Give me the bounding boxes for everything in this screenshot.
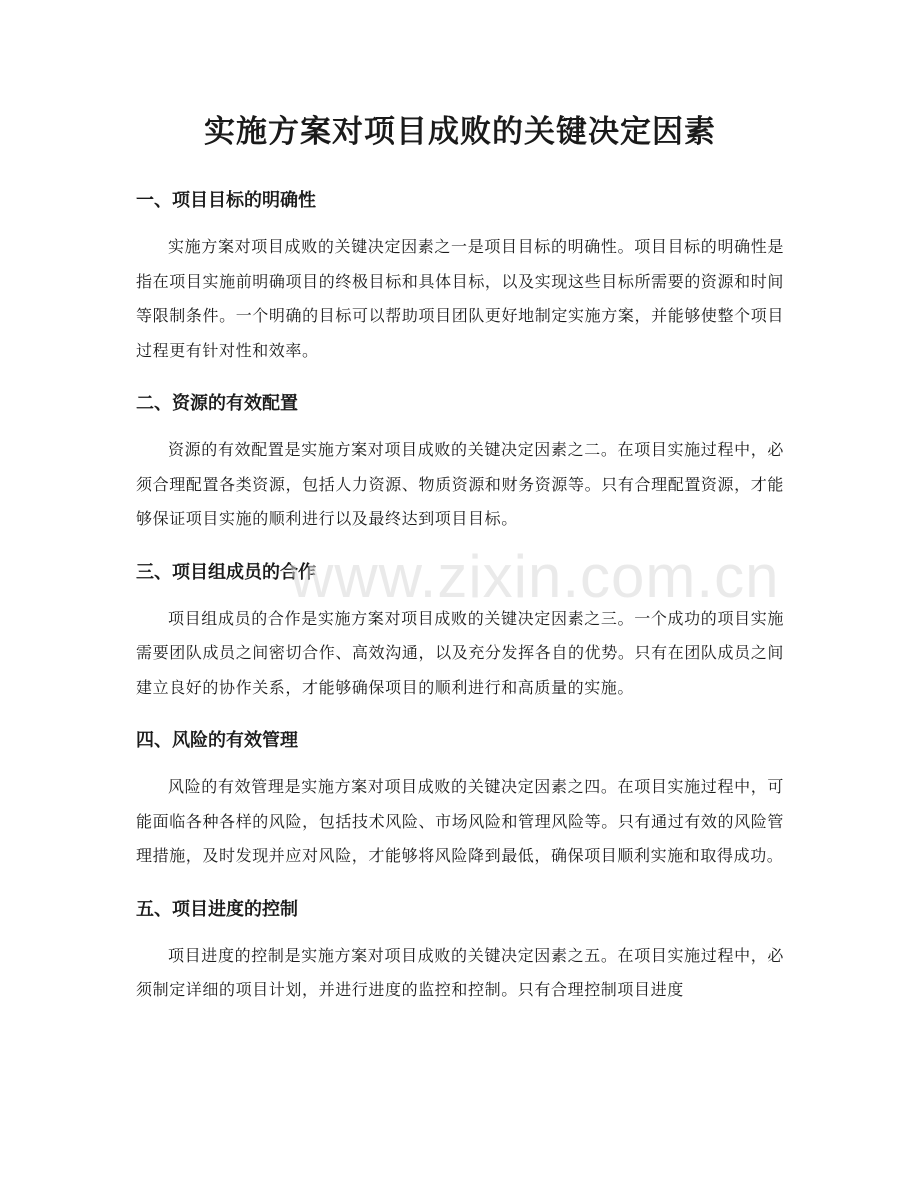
section-heading: 二、资源的有效配置 <box>136 393 298 414</box>
section-paragraph: 项目进度的控制是实施方案对项目成败的关键决定因素之五。在项目实施过程中，必须制定详细的项目计划，并进行进度的监控和控制。只有合理控制项目进度 <box>136 945 784 999</box>
document-title: 实施方案对项目成败的关键决定因素 <box>204 114 716 150</box>
section-project-goal-clarity <box>136 182 784 368</box>
section-heading: 一、项目目标的明确性 <box>136 190 316 211</box>
document-content <box>136 182 784 1025</box>
watermark: www.zixin.com.cn <box>290 543 780 610</box>
section-heading: 三、项目组成员的合作 <box>136 561 316 583</box>
section-paragraph: 风险的有效管理是实施方案对项目成败的关键决定因素之四。在项目实施过程中，可能面临各种各样的风险，包括技术风险、市场风险和管理风险等。只有通过有效的风险管理措施，及时发现并应对风险，才能够将风险降到最低，确保项目顺利实施和取得成功。 <box>136 777 784 865</box>
section-risk-management <box>136 722 784 874</box>
section-team-cooperation <box>136 554 784 706</box>
section-schedule-control <box>136 891 784 1008</box>
section-heading: 四、风险的有效管理 <box>136 730 298 751</box>
section-paragraph: 实施方案对项目成败的关键决定因素之一是项目目标的明确性。项目目标的明确性是指在项目实施前明确项目的终极目标和具体目标，以及实现这些目标所需要的资源和时间等限制条件。一个明确的目标可以帮助项目团队更好地制定实施方案，并能够使整个项目过程更有针对性和效率。 <box>136 237 784 360</box>
section-heading: 五、项目进度的控制 <box>136 898 298 920</box>
section-paragraph: 资源的有效配置是实施方案对项目成败的关键决定因素之二。在项目实施过程中，必须合理配置各类资源，包括人力资源、物质资源和财务资源等。只有合理配置资源，才能够保证项目实施的顺利进行以及最终达到项目目标。 <box>136 440 784 528</box>
section-resource-allocation <box>136 385 784 537</box>
section-paragraph: 项目组成员的合作是实施方案对项目成败的关键决定因素之三。一个成功的项目实施需要团队成员之间密切合作、高效沟通，以及充分发挥各自的优势。只有在团队成员之间建立良好的协作关系，才能够确保项目的顺利进行和高质量的实施。 <box>136 608 784 697</box>
